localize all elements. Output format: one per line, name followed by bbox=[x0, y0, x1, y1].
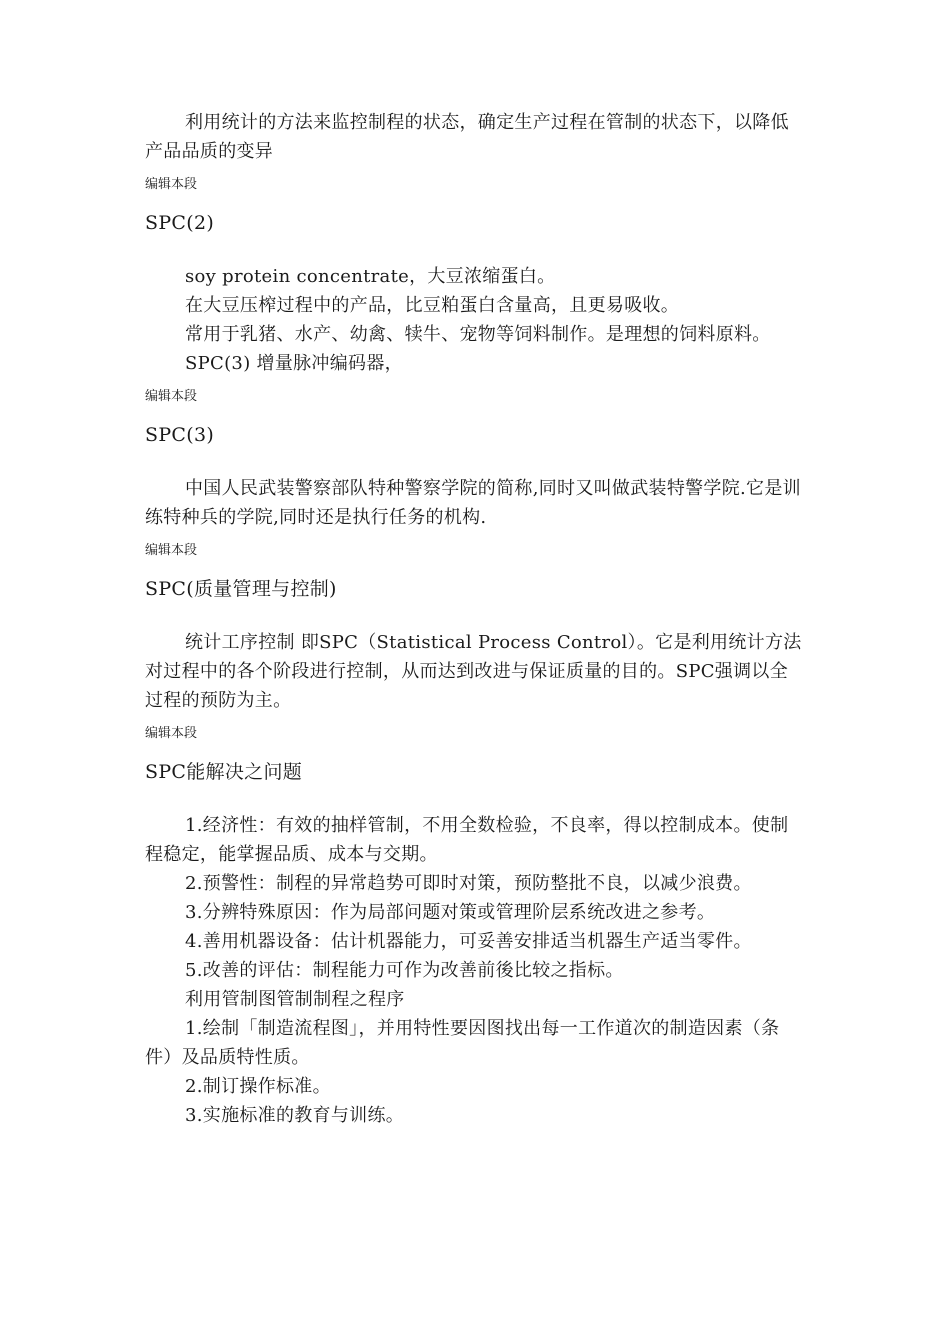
paragraph: 统计工序控制 即SPC（Statistical Process Control）。它是利用统计方法对过程中的各个阶段进行控制，从而达到改进与保证质量的目的。SPC强调以全过程的预防为主。 bbox=[145, 632, 802, 711]
edit-section-link[interactable]: 编辑本段 bbox=[145, 389, 198, 404]
section-title: SPC能解决之问题 bbox=[145, 761, 303, 783]
edit-section-link[interactable]: 编辑本段 bbox=[145, 726, 198, 741]
edit-section-link[interactable]: 编辑本段 bbox=[145, 177, 198, 192]
paragraph: soy protein concentrate，大豆浓缩蛋白。 bbox=[185, 266, 556, 287]
section-title: SPC(3) bbox=[145, 424, 215, 446]
paragraph: 在大豆压榨过程中的产品，比豆粕蛋白含量高，且更易吸收。 bbox=[185, 295, 680, 316]
paragraph: 5.改善的评估：制程能力可作为改善前後比较之指标。 bbox=[185, 960, 624, 981]
section-title: SPC(2) bbox=[145, 212, 215, 234]
paragraph: 2.制订操作标准。 bbox=[185, 1076, 331, 1097]
paragraph: 4.善用机器设备：估计机器能力，可妥善安排适当机器生产适当零件。 bbox=[185, 931, 752, 952]
paragraph: SPC(3) 增量脉冲编码器， bbox=[185, 353, 403, 374]
paragraph: 中国人民武装警察部队特种警察学院的简称,同时又叫做武装特警学院.它是训练特种兵的学院,同时还是执行任务的机构. bbox=[145, 478, 801, 528]
paragraph: 1.经济性：有效的抽样管制，不用全数检验，不良率，得以控制成本。使制程稳定，能掌握品质、成本与交期。 bbox=[145, 815, 789, 865]
paragraph: 3.分辨特殊原因：作为局部问题对策或管理阶层系统改进之参考。 bbox=[185, 902, 716, 923]
edit-section-link[interactable]: 编辑本段 bbox=[145, 543, 198, 558]
paragraph: 利用统计的方法来监控制程的状态，确定生产过程在管制的状态下，以降低产品品质的变异 bbox=[145, 112, 789, 162]
paragraph: 3.实施标准的教育与训练。 bbox=[185, 1105, 405, 1126]
paragraph: 1.绘制「制造流程图」，并用特性要因图找出每一工作道次的制造因素（条件）及品质特性质。 bbox=[145, 1018, 780, 1068]
section-title: SPC(质量管理与控制) bbox=[145, 578, 337, 600]
paragraph: 常用于乳猪、水产、幼禽、犊牛、宠物等饲料制作。是理想的饲料原料。 bbox=[185, 324, 771, 345]
document-page bbox=[145, 108, 805, 1130]
paragraph: 利用管制图管制制程之程序 bbox=[185, 989, 405, 1010]
paragraph: 2.预警性：制程的异常趋势可即时对策，预防整批不良，以减少浪费。 bbox=[185, 873, 752, 894]
